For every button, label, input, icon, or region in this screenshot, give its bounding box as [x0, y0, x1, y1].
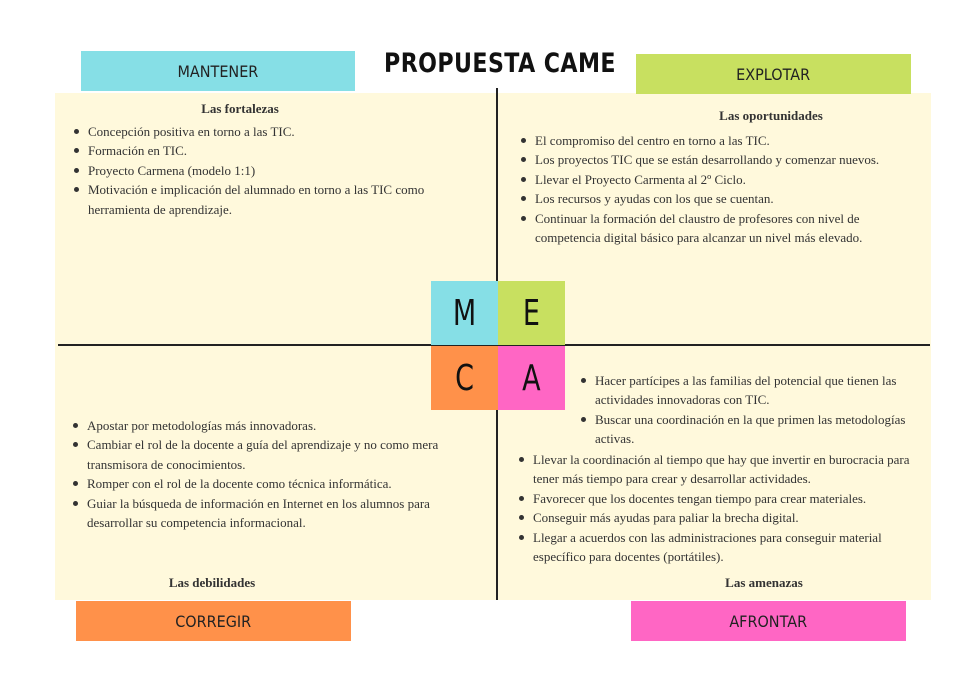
corregir-label: [76, 601, 351, 641]
fortalezas-list: [72, 122, 472, 219]
amenazas-list-upper: [579, 371, 924, 449]
letter-m: M: [452, 292, 477, 334]
list-item: Cambiar el rol de la docente a guía del aprendizaje y no como mera transmisora de conocimientos.: [71, 435, 466, 474]
letter-a: A: [522, 357, 541, 399]
list-item: Los recursos y ayudas con los que se cuentan.: [519, 189, 919, 208]
amenazas-list-lower: [517, 450, 922, 566]
amenazas-heading: Las amenazas: [725, 575, 803, 590]
afrontar-label: [631, 601, 906, 641]
list-item: Romper con el rol de la docente como técnica informática.: [71, 474, 466, 493]
list-item: Hacer partícipes a las familias del potencial que tienen las actividades innovadoras con TIC.: [579, 371, 924, 410]
page-title: PROPUESTA CAME: [384, 48, 616, 79]
letter-c-square: [431, 346, 498, 410]
letter-m-square: [431, 281, 498, 345]
list-item: El compromiso del centro en torno a las TIC.: [519, 131, 919, 150]
oportunidades-heading: Las oportunidades: [719, 108, 823, 123]
explotar-label: [636, 54, 911, 94]
list-item: Guiar la búsqueda de información en Internet en los alumnos para desarrollar su competencia informacional.: [71, 494, 466, 533]
fortalezas-heading: Las fortalezas: [201, 101, 279, 116]
debilidades-list: [71, 416, 466, 532]
letter-e-square: [498, 281, 565, 345]
list-item: Favorecer que los docentes tengan tiempo para crear materiales.: [517, 489, 922, 508]
letter-c: C: [455, 357, 474, 399]
list-item: Proyecto Carmena (modelo 1:1): [72, 161, 472, 180]
list-item: Llevar la coordinación al tiempo que hay que invertir en burocracia para tener más tiempo para crear y desarrollar actividades.: [517, 450, 922, 489]
debilidades-heading: Las debilidades: [168, 575, 256, 590]
list-item: Llegar a acuerdos con las administraciones para conseguir material específico para docentes (portátiles).: [517, 528, 922, 567]
letter-a-square: [498, 346, 565, 410]
list-item: Buscar una coordinación en la que primen las metodologías activas.: [579, 410, 924, 449]
list-item: Formación en TIC.: [72, 141, 472, 160]
list-item: Motivación e implicación del alumnado en torno a las TIC como herramienta de aprendizaje.: [72, 180, 472, 219]
corregir-label-text: CORREGIR: [175, 611, 252, 631]
list-item: Apostar por metodologías más innovadoras.: [71, 416, 466, 435]
explotar-label-text: EXPLOTAR: [736, 64, 811, 84]
list-item: Llevar el Proyecto Carmenta al 2º Ciclo.: [519, 170, 919, 189]
list-item: Los proyectos TIC que se están desarrollando y comenzar nuevos.: [519, 150, 919, 169]
mantener-label: [81, 51, 355, 91]
mantener-label-text: MANTENER: [177, 61, 259, 81]
list-item: Concepción positiva en torno a las TIC.: [72, 122, 472, 141]
letter-e: E: [522, 292, 541, 334]
list-item: Conseguir más ayudas para paliar la brecha digital.: [517, 508, 922, 527]
afrontar-label-text: AFRONTAR: [729, 611, 808, 631]
oportunidades-list: [519, 131, 919, 247]
list-item: Continuar la formación del claustro de profesores con nivel de competencia digital básico para alcanzar un nivel más elevado.: [519, 209, 919, 248]
